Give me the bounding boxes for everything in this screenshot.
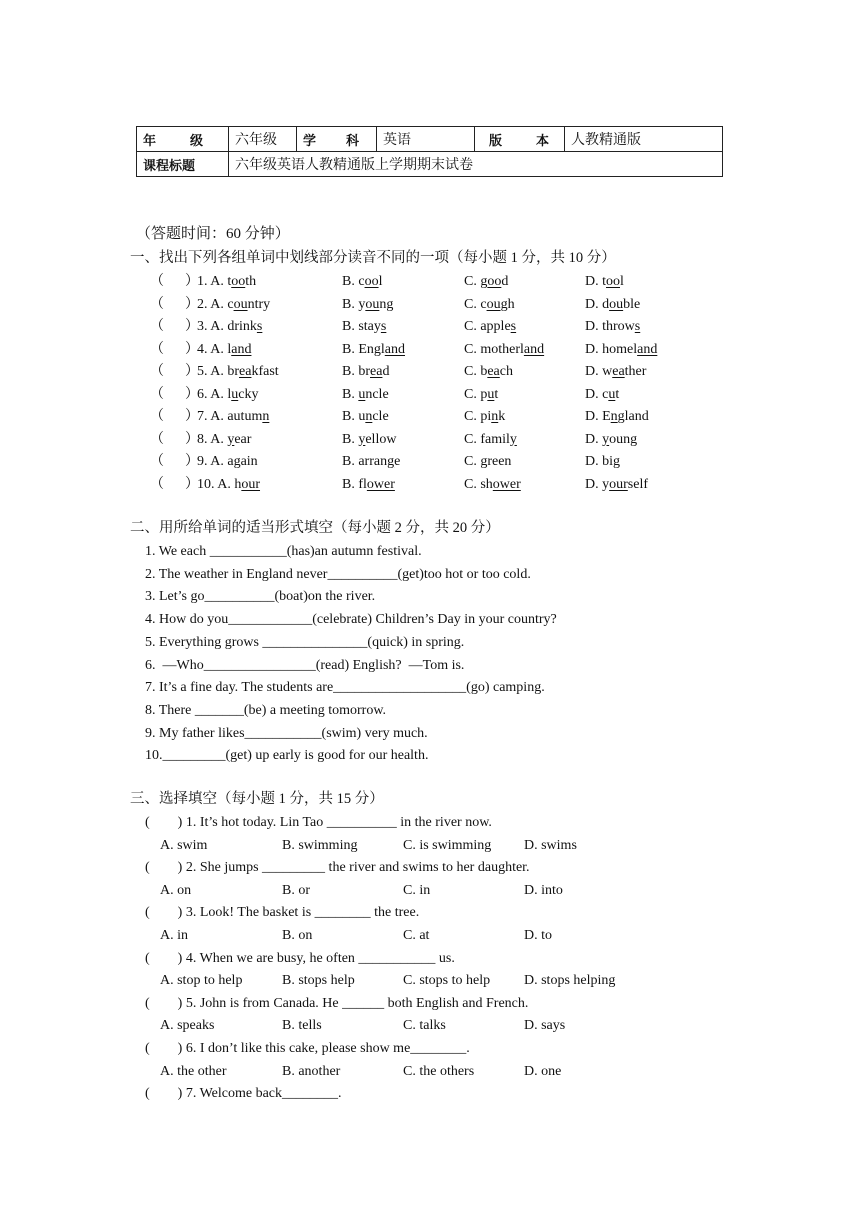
underlined-letters: ou (609, 296, 624, 312)
subject-value: 英语 (377, 127, 475, 152)
word-a: country (227, 296, 271, 312)
underlined-letters: u (487, 386, 495, 402)
word: C. put (464, 386, 499, 402)
fill-in-question: 5. Everything grows _______________(quick) in spring. (145, 634, 465, 650)
choice-option: C. stops to help (403, 973, 491, 989)
underlined-letters: oo (364, 274, 379, 289)
word-a: drinks (227, 319, 263, 334)
word: C. motherland (464, 341, 545, 357)
word: B. yellow (342, 431, 397, 447)
word-option-b (342, 475, 395, 495)
underlined-letters: g (480, 454, 488, 469)
underlined-letters: s (510, 319, 517, 334)
word: B. bread (342, 364, 390, 379)
word-option-d (585, 452, 620, 472)
fill-in-question: 9. My father likes___________(swim) very much. (145, 725, 428, 741)
word-option-d (585, 272, 624, 292)
word-option-a: 8. A. year (197, 431, 252, 447)
fill-in-question: 3. Let’s go__________(boat)on the river. (145, 589, 376, 605)
word: D. tool (585, 274, 624, 289)
word: C. good (464, 274, 509, 289)
choice-option: B. on (282, 928, 313, 943)
title-label: 课程标题 (137, 152, 229, 177)
word-option-c (464, 362, 513, 382)
word: D. homeland (585, 341, 658, 357)
word: C. pink (464, 409, 506, 424)
choice-option: A. in (160, 928, 188, 943)
word-option-c (464, 452, 511, 472)
word: D. yourself (585, 476, 649, 492)
answer-paren: （ ） (150, 364, 199, 379)
word: D. England (585, 409, 649, 424)
choice-option: A. speaks (160, 1018, 215, 1034)
choice-option: A. on (160, 882, 192, 898)
word-option-c (464, 295, 515, 315)
grade-value: 六年级 (229, 127, 297, 152)
choice-option: B. or (282, 882, 310, 898)
word: D. big (585, 454, 620, 469)
word-option-b (342, 407, 389, 427)
underlined-letters: n (365, 409, 373, 424)
underlined-letters: y (358, 431, 366, 447)
underlined-letters: ou (365, 296, 380, 312)
word-option-c (464, 340, 544, 360)
word-option-d (585, 407, 649, 427)
word: B. cool (342, 274, 383, 289)
choice-question: ( ) 5. John is from Canada. He ______ both English and French. (145, 995, 529, 1011)
underlined-letters: ower (366, 476, 395, 492)
word: B. England (342, 341, 405, 357)
fill-in-question: 7. It’s a fine day. The students are___________________(go) camping. (145, 680, 545, 696)
underlined-letters: and (384, 341, 405, 357)
choice-question: ( ) 1. It’s hot today. Lin Tao __________ in the river now. (145, 815, 492, 830)
word-option-b (342, 430, 396, 450)
choice-question: ( ) 2. She jumps _________ the river and swims to her daughter. (145, 860, 530, 876)
choice-option: C. in (403, 882, 431, 898)
answer-paren: （ ） (150, 341, 199, 357)
word-option-a: 9. A. again (197, 454, 258, 469)
fill-in-question: 8. There _______(be) a meeting tomorrow. (145, 702, 387, 718)
answer-paren: （ ） (150, 431, 199, 447)
word-option-d (585, 340, 657, 360)
underlined-letters: y (509, 431, 517, 447)
underlined-letters: and (231, 341, 252, 357)
word: C. shower (464, 476, 521, 492)
choice-question: ( ) 7. Welcome back________. (145, 1086, 342, 1102)
word-option-c (464, 475, 521, 495)
word-option-b (342, 385, 389, 405)
word: B. uncle (342, 386, 389, 402)
grade-label: 年级 (143, 133, 238, 149)
section2-heading: 二、用所给单词的适当形式填空（每小题 2 分，共 20 分） (130, 520, 500, 536)
word-option-c (464, 430, 517, 450)
word: D. young (585, 431, 638, 447)
word-a: year (227, 431, 252, 447)
word: D. throws (585, 319, 641, 334)
word: C. cough (464, 296, 515, 312)
underlined-letters: ou (486, 296, 501, 312)
underlined-letters: y (227, 431, 235, 447)
word-option-b (342, 272, 382, 292)
answer-paren: （ ） (150, 386, 199, 402)
choice-option: B. stops help (282, 973, 355, 989)
word-option-b (342, 452, 400, 472)
choice-option: A. the other (160, 1063, 227, 1079)
fill-in-question: 2. The weather in England never__________(get)too hot or too cold. (145, 566, 531, 582)
word: D. weather (585, 364, 647, 379)
underlined-letters: g (233, 454, 241, 469)
choice-option: A. swim (160, 837, 208, 853)
header-table (136, 126, 723, 177)
underlined-letters: y (602, 431, 610, 447)
section1-heading: 一、找出下列各组单词中划线部分读音不同的一项（每小题 1 分，共 10 分） (130, 250, 616, 266)
word-option-d (585, 317, 640, 337)
word-option-d (585, 430, 637, 450)
header-row-2 (137, 152, 723, 177)
underlined-letters: n (262, 409, 270, 424)
choice-question: ( ) 3. Look! The basket is ________ the tree. (145, 905, 420, 921)
underlined-letters: and (523, 341, 545, 357)
word: C. apples (464, 319, 517, 334)
fill-in-question: 4. How do you____________(celebrate) Children’s Day in your country? (145, 612, 557, 628)
underlined-letters: our (609, 476, 628, 492)
grade-label-cell (137, 127, 238, 152)
word-option-d (585, 362, 646, 382)
choice-option: D. to (524, 928, 552, 943)
underlined-letters: ou (233, 296, 248, 312)
word: D. double (585, 296, 641, 312)
underlined-letters: and (637, 341, 658, 357)
underlined-letters: oo (231, 274, 246, 289)
underlined-letters: s (256, 319, 263, 334)
underlined-letters: u (608, 386, 616, 402)
choice-option: D. swims (524, 837, 577, 853)
word: C. beach (464, 364, 513, 379)
answer-paren: （ ） (150, 476, 199, 492)
word-option-a: 7. A. autumn (197, 409, 270, 424)
underlined-letters: ea (370, 364, 383, 379)
word-a: lucky (227, 386, 259, 402)
choice-question: ( ) 4. When we are busy, he often ___________ us. (145, 950, 455, 966)
word-option-c (464, 385, 498, 405)
word: D. cut (585, 386, 620, 402)
word-a: autumn (227, 409, 270, 424)
word-a: tooth (227, 274, 257, 289)
underlined-letters: oo (487, 274, 502, 289)
answer-paren: （ ） (150, 454, 199, 469)
underlined-letters: u (231, 386, 239, 402)
choice-option: D. one (524, 1063, 562, 1079)
word-option-a: 2. A. country (197, 296, 271, 312)
word-option-a: 3. A. drinks (197, 319, 263, 334)
time-note: （答题时间：60 分钟） (136, 226, 290, 242)
choice-option: C. talks (403, 1018, 446, 1034)
underlined-letters: s (380, 319, 387, 334)
section3-heading: 三、选择填空（每小题 1 分，共 15 分） (130, 791, 384, 807)
word-option-b (342, 340, 405, 360)
word-option-a: 6. A. lucky (197, 386, 259, 402)
word-option-d (585, 295, 640, 315)
underlined-letters: n (610, 409, 618, 424)
word-a: again (227, 454, 258, 469)
choice-option: B. tells (282, 1018, 322, 1034)
choice-option: C. at (403, 928, 430, 943)
underlined-letters: g (387, 454, 395, 469)
answer-paren: （ ） (150, 409, 199, 424)
word-a: hour (234, 476, 261, 492)
word-option-d (585, 385, 619, 405)
word-a: breakfast (227, 364, 279, 379)
word-option-d (585, 475, 648, 495)
word: B. flower (342, 476, 395, 492)
word-option-b (342, 362, 389, 382)
choice-option: A. stop to help (160, 973, 243, 989)
underlined-letters: ower (492, 476, 521, 492)
underlined-letters: ea (239, 364, 252, 379)
word-option-a: 4. A. land (197, 341, 252, 357)
underlined-letters: u (358, 386, 366, 402)
edition-label-cell (475, 127, 584, 152)
choice-question: ( ) 6. I don’t like this cake, please show me________. (145, 1041, 470, 1056)
subject-label: 学科 (303, 133, 390, 149)
word: B. young (342, 296, 394, 312)
choice-option: B. swimming (282, 837, 358, 853)
underlined-letters: ea (487, 364, 500, 379)
underlined-letters: n (491, 409, 499, 424)
header-row-1 (137, 127, 723, 152)
word-option-c (464, 272, 508, 292)
choice-option: D. into (524, 882, 563, 898)
word-option-a: 1. A. tooth (197, 274, 257, 289)
word: B. arrange (342, 454, 401, 469)
answer-paren: （ ） (150, 319, 199, 334)
title-value: 六年级英语人教精通版上学期期末试卷 (229, 152, 723, 177)
edition-label: 版本 (489, 133, 584, 149)
fill-in-question: 6. —Who________________(read) English? —Tom is. (145, 657, 465, 673)
choice-option: B. another (282, 1063, 341, 1079)
underlined-letters: s (634, 319, 641, 334)
choice-option: C. the others (403, 1063, 475, 1079)
word-a: land (227, 341, 252, 357)
answer-paren: （ ） (150, 274, 199, 289)
word-option-a: 5. A. breakfast (197, 364, 279, 379)
fill-in-question: 1. We each ___________(has)an autumn festival. (145, 544, 422, 559)
word-option-a: 10. A. hour (197, 476, 261, 492)
word-option-b (342, 317, 386, 337)
word-option-c (464, 317, 516, 337)
word-option-b (342, 295, 393, 315)
underlined-letters: ea (612, 364, 625, 379)
subject-label-cell (297, 127, 390, 152)
word: B. uncle (342, 409, 389, 424)
underlined-letters: oo (606, 274, 620, 289)
answer-paren: （ ） (150, 296, 199, 312)
choice-option: D. stops helping (524, 973, 616, 989)
underlined-letters: our (241, 476, 261, 492)
word-option-c (464, 407, 505, 427)
word: C. green (464, 454, 512, 469)
choice-option: C. is swimming (403, 837, 492, 853)
word: C. family (464, 431, 517, 447)
edition-value: 人教精通版 (565, 127, 723, 152)
fill-in-question: 10._________(get) up early is good for our health. (145, 748, 429, 764)
choice-option: D. says (524, 1018, 566, 1034)
underlined-letters: g (613, 454, 620, 469)
word: B. stays (342, 319, 387, 334)
